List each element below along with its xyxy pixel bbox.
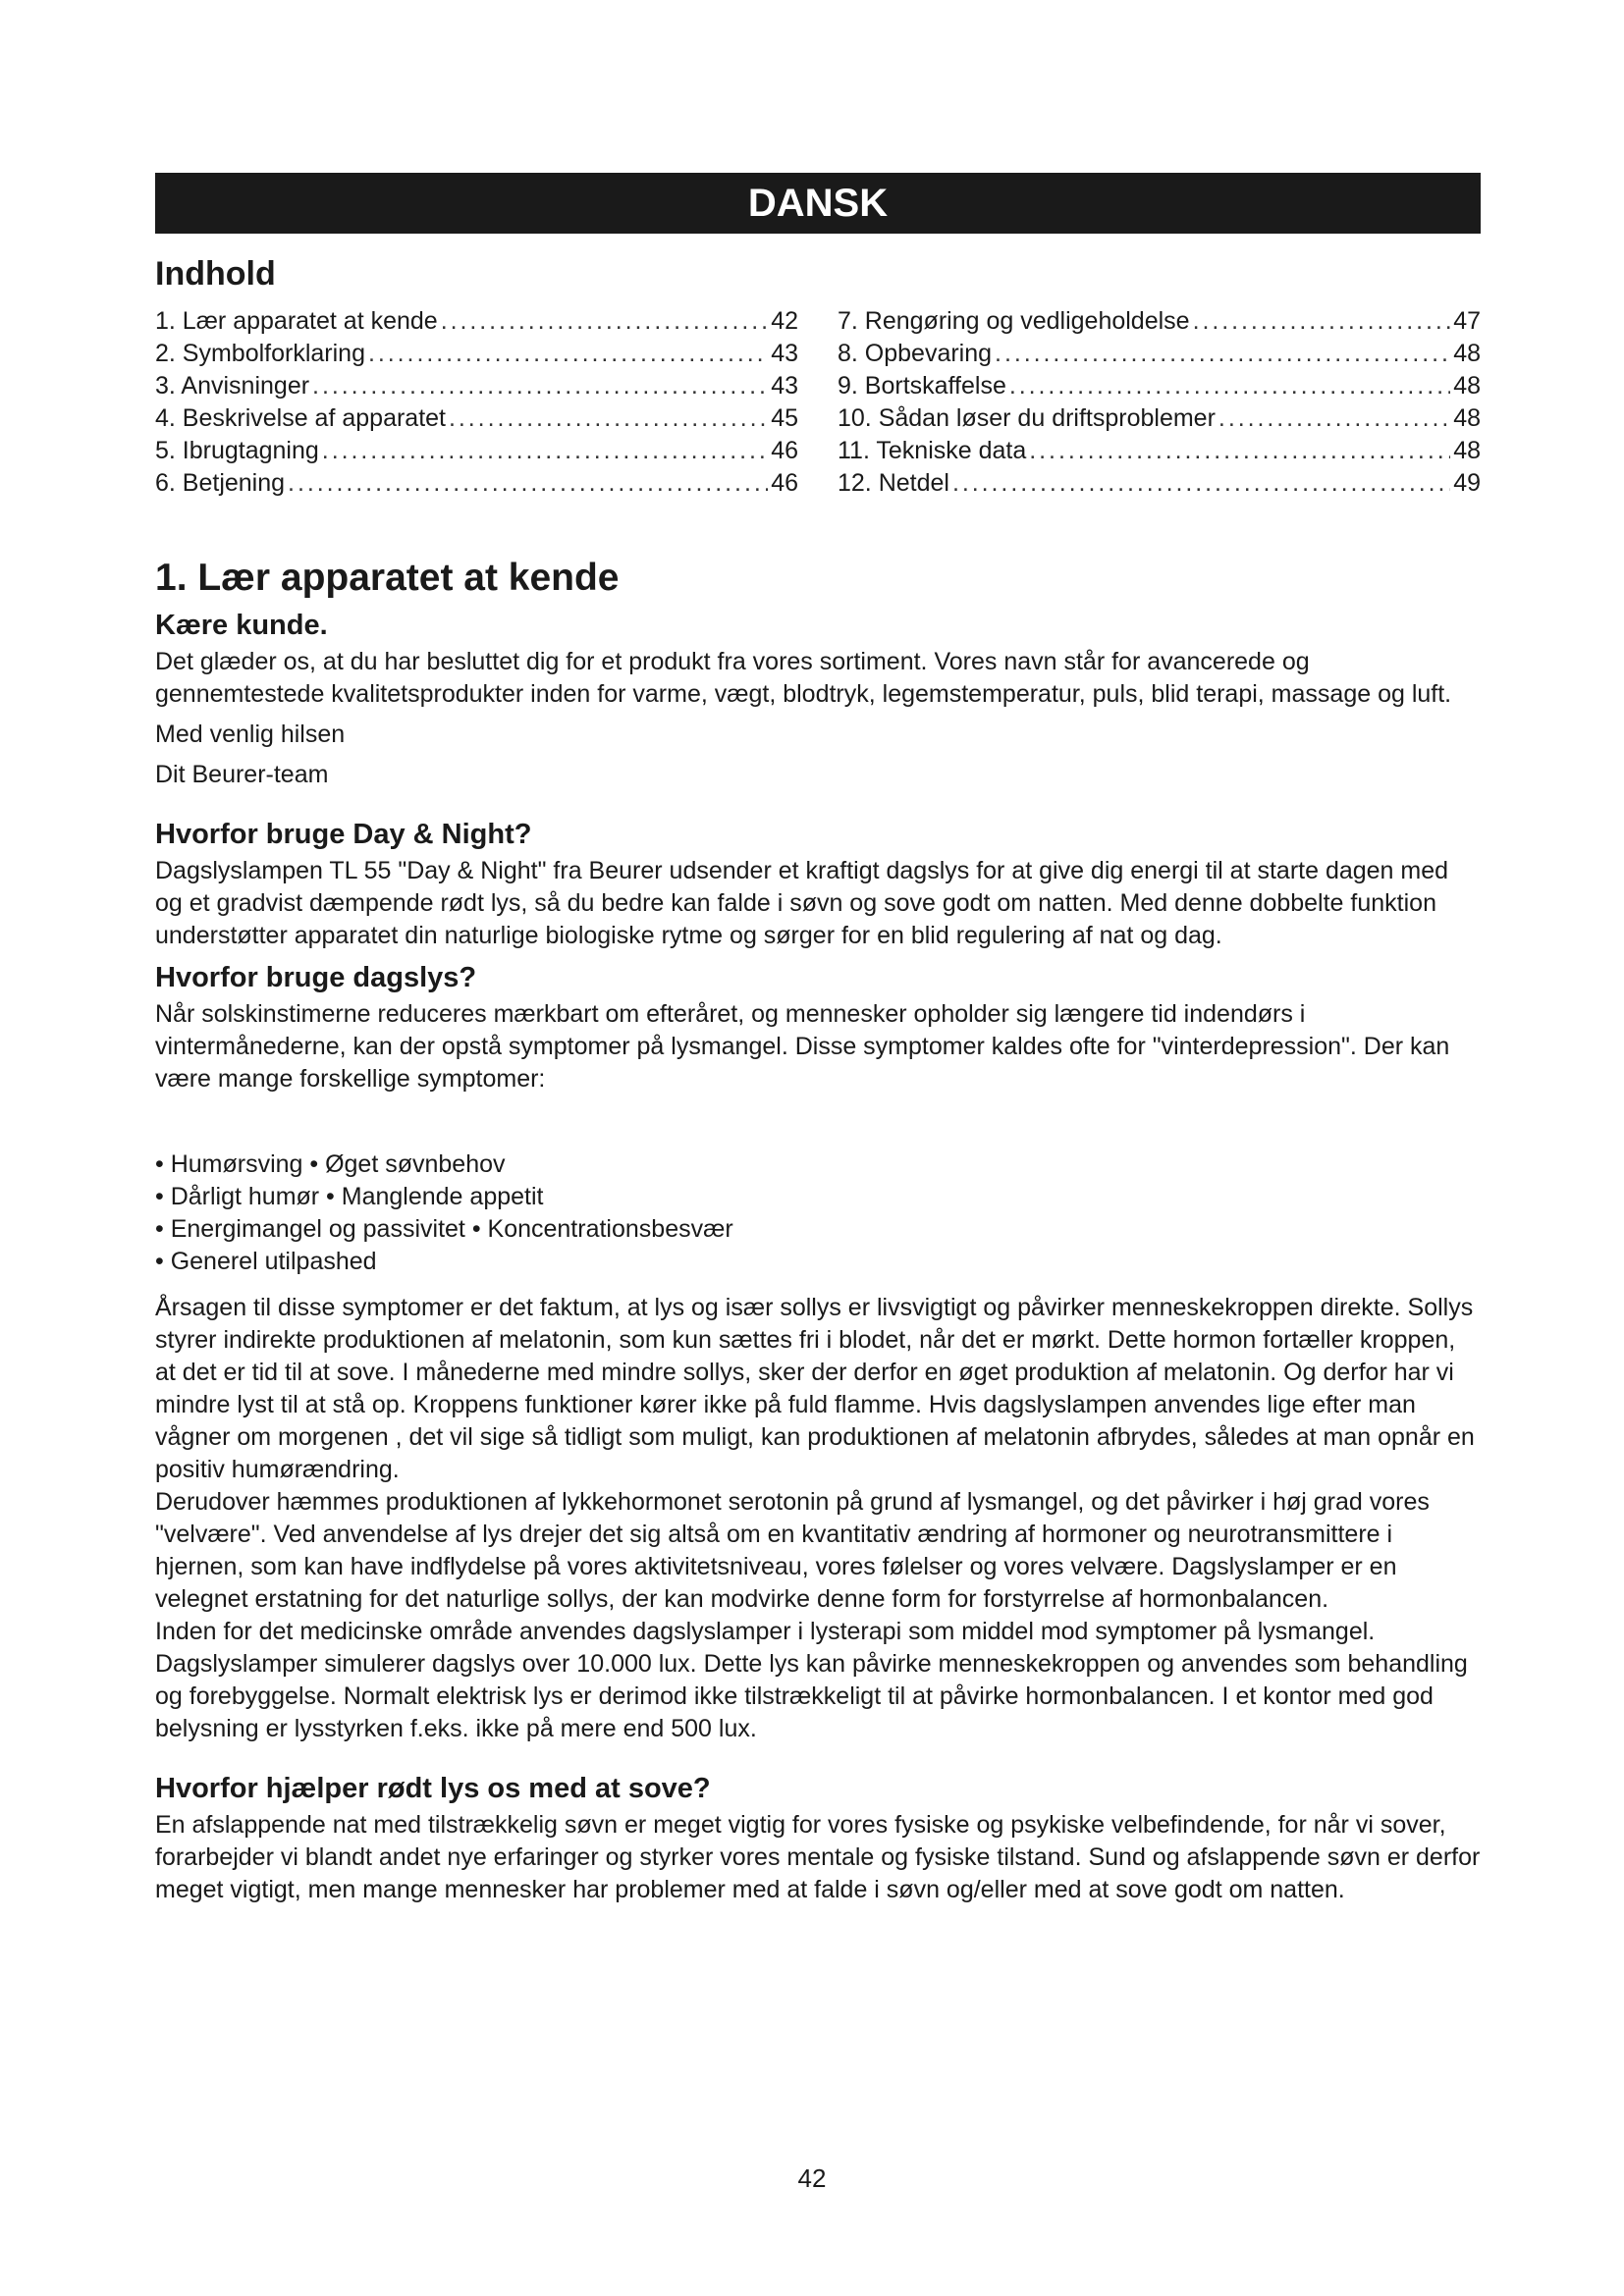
toc-entry[interactable]: 12. Netdel . . . 49: [838, 467, 1481, 500]
section-title: 1. Lær apparatet at kende: [155, 557, 620, 599]
red-light-paragraph: En afslappende nat med tilstrækkelig søvn er meget vigtig for vores fysiske og psykiske velbefindende, for når vi sover, forarbejder vi blandt andet nye erfaringer og styrker vores mentale og fysiske tilstand. Sund og afslappende søvn er derfor meget vigtigt, men mange mennesker har problemer med at falde i søvn og/eller med at sove godt om natten.: [155, 1811, 1481, 1903]
toc-entry[interactable]: 2. Symbolforklaring . . . 43: [155, 338, 798, 370]
regards-text: Med venlig hilsen: [155, 721, 346, 748]
symptom-list: [155, 1148, 1481, 1278]
cause-paragraph: Inden for det medicinske område anvendes dagslyslamper i lysterapi som middel mod symptomer på lysmangel. Dagslyslamper simulerer dagslys over 10.000 lux. Dette lys kan påvirke menneskekroppen og anvendes som behandling og forebyggelse. Normalt elektrisk lys er derimod ikke tilstrækkeligt til at påvirke hormonbalancen. I et kontor med god belysning er lysstyrken f.eks. ikke på mere end 500 lux.: [155, 1618, 1468, 1742]
red-light-heading: Hvorfor hjælper rødt lys os med at sove?: [155, 1773, 711, 1804]
signature-text: Dit Beurer-team: [155, 761, 329, 788]
toc-entry[interactable]: 8. Opbevaring . . . 48: [838, 338, 1481, 370]
table-of-contents: [155, 305, 1481, 500]
toc-entry[interactable]: 10. Sådan løser du driftsproblemer . . . 48: [838, 402, 1481, 435]
toc-right-column: [838, 305, 1481, 500]
daylight-heading: Hvorfor bruge dagslys?: [155, 962, 477, 993]
daylight-paragraph: Når solskinstimerne reduceres mærkbart om efteråret, og mennesker opholder sig længere tid indendørs i vintermånederne, kan der opstå symptomer på lysmangel. Disse symptomer kaldes ofte for "vinterdepression". Der kan være mange forskellige symptomer:: [155, 1000, 1450, 1093]
list-item: • Generel utilpashed: [155, 1248, 377, 1275]
greeting-heading: Kære kunde.: [155, 610, 328, 641]
toc-entry[interactable]: 9. Bortskaffelse . . . 48: [838, 370, 1481, 402]
toc-title: Indhold: [155, 255, 276, 293]
toc-entry[interactable]: 7. Rengøring og vedligeholdelse . . . 47: [838, 305, 1481, 338]
cause-text-block: [155, 1292, 1481, 1745]
cause-paragraph: Årsagen til disse symptomer er det faktum, at lys og især sollys er livsvigtigt og påvirker menneskekroppen direkte. Sollys styrer indirekte produktionen af melatonin, som kun sættes fri i blodet, når det er mørkt. Dette hormon fortæller kroppen, at det er tid til at sove. I månederne med mindre sollys, sker der derfor en øget produktion af melatonin. Og derfor har vi mindre lyst til at stå op. Kroppens funktioner kører ikke på fuld flamme. Hvis dagslyslampen anvendes lige efter man vågner om morgenen , det vil sige så tidligt som muligt, kan produktionen af melatonin afbrydes, således at man opnår en positiv humørændring.: [155, 1294, 1475, 1483]
manual-page: [155, 173, 1481, 1914]
page-number: 42: [797, 2163, 827, 2193]
intro-paragraph: Det glæder os, at du har besluttet dig for et produkt fra vores sortiment. Vores navn står for avancerede og gennemtestede kvalitetsprodukter inden for varme, vægt, blodtryk, legemstemperatur, puls, blid terapi, massage og luft.: [155, 648, 1452, 708]
list-item: • Humørsving • Øget søvnbehov: [155, 1150, 506, 1178]
toc-entry[interactable]: 6. Betjening . . . 46: [155, 467, 798, 500]
day-night-heading: Hvorfor bruge Day & Night?: [155, 819, 532, 850]
toc-entry[interactable]: 11. Tekniske data . . . 48: [838, 435, 1481, 467]
toc-left-column: [155, 305, 798, 500]
language-header-bar: DANSK: [155, 173, 1481, 234]
cause-paragraph: Derudover hæmmes produktionen af lykkehormonet serotonin på grund af lysmangel, og det påvirker i høj grad vores "velvære". Ved anvendelse af lys drejer det sig altså om en kvantitativ ændring af hormoner og neurotransmittere i hjernen, som kan have indflydelse på vores aktivitetsniveau, vores følelser og vores velvære. Dagslyslamper er en velegnet erstatning for det naturlige sollys, der kan modvirke denne form for forstyrrelse af hormonbalancen.: [155, 1488, 1430, 1613]
day-night-paragraph: Dagslyslampen TL 55 "Day & Night" fra Beurer udsender et kraftigt dagslys for at give dig energi til at starte dagen med og et gradvist dæmpende rødt lys, så du bedre kan falde i søvn og sove godt om natten. Med denne dobbelte funktion understøtter apparatet din naturlige biologiske rytme og sørger for en blid regulering af nat og dag.: [155, 857, 1449, 949]
toc-entry[interactable]: 1. Lær apparatet at kende . . . 42: [155, 305, 798, 338]
list-item: • Dårligt humør • Manglende appetit: [155, 1183, 544, 1210]
toc-entry[interactable]: 5. Ibrugtagning . . . 46: [155, 435, 798, 467]
toc-entry[interactable]: 4. Beskrivelse af apparatet . . . 45: [155, 402, 798, 435]
list-item: • Energimangel og passivitet • Koncentrationsbesvær: [155, 1215, 733, 1243]
toc-entry[interactable]: 3. Anvisninger . . . 43: [155, 370, 798, 402]
